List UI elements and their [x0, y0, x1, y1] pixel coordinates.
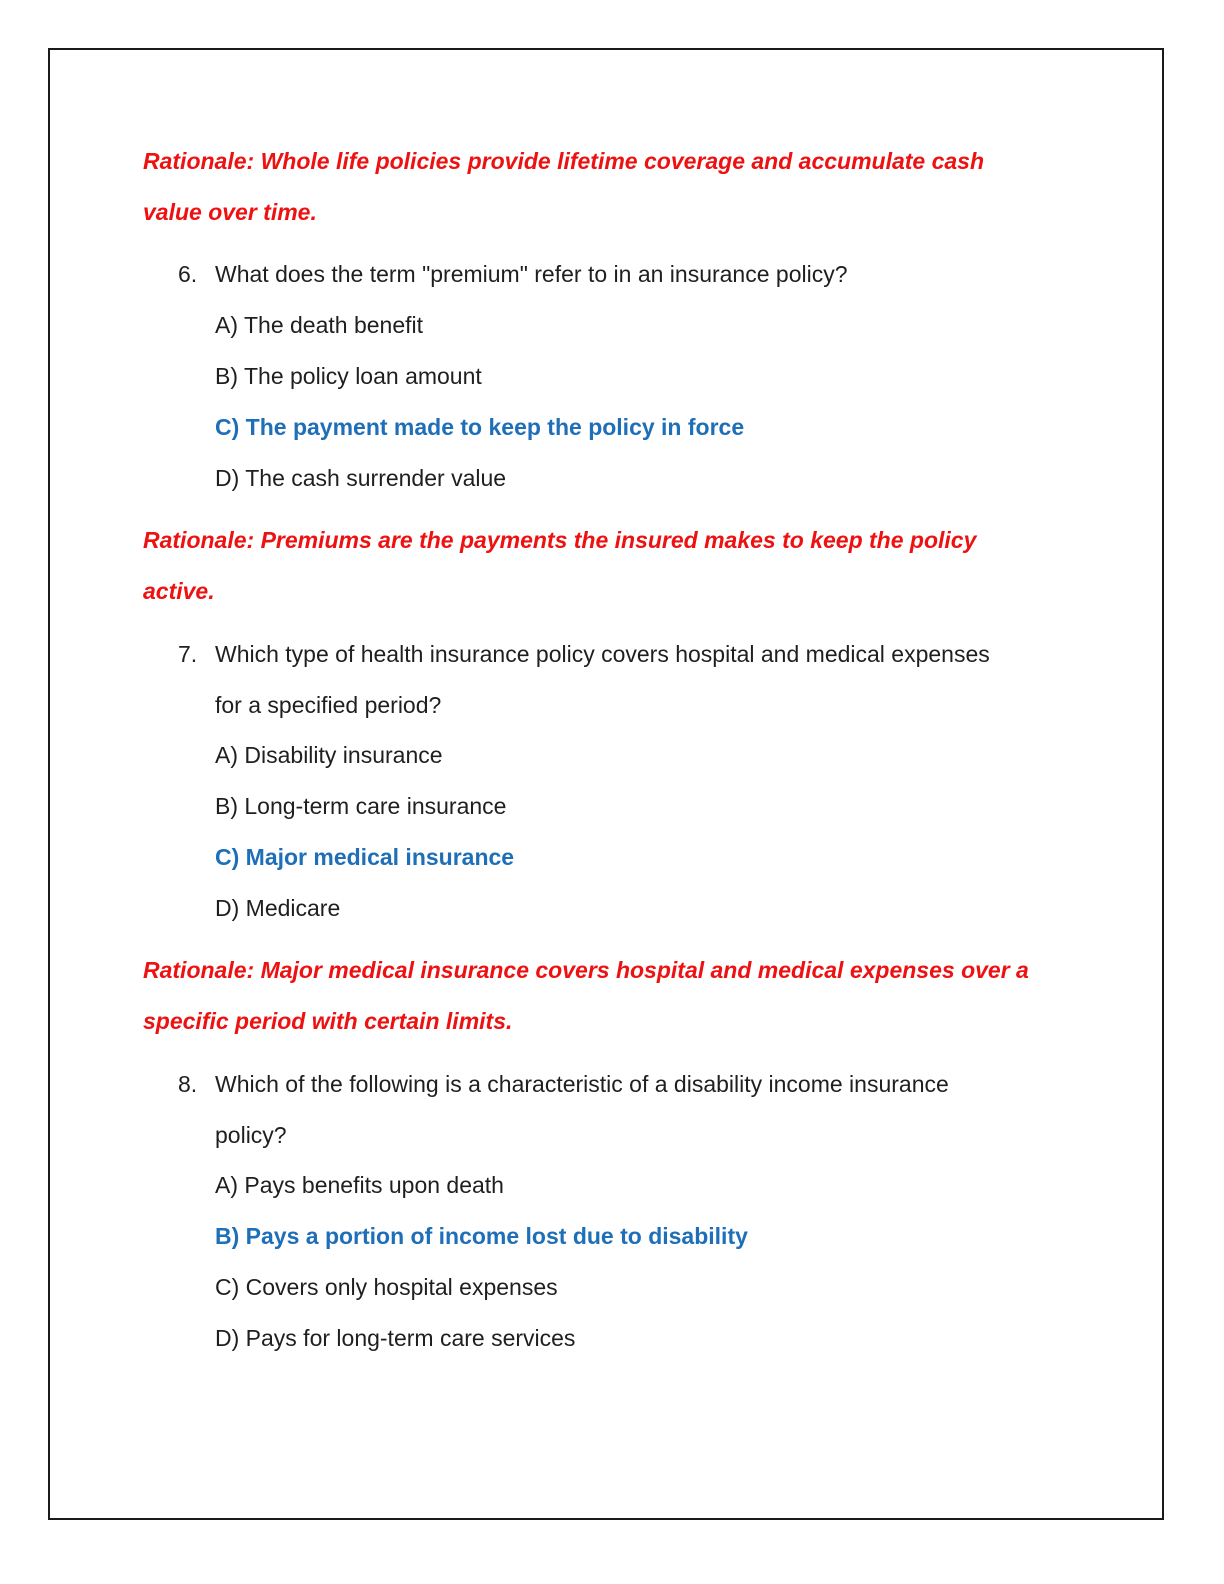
- rationale-7-line-1: Rationale: Major medical insurance covers hospital and medical expenses over a: [143, 957, 1029, 983]
- rationale-5-line-2: value over time.: [143, 199, 317, 225]
- question-7-option-d: D) Medicare: [215, 895, 341, 921]
- rationale-6-line-2: active.: [143, 578, 215, 604]
- question-6-option-c-correct: C) The payment made to keep the policy in force: [215, 414, 745, 440]
- question-7-text-line-1: Which type of health insurance policy covers hospital and medical expenses: [215, 641, 990, 667]
- question-8-option-d: D) Pays for long-term care services: [215, 1325, 576, 1351]
- question-7-option-c-correct: C) Major medical insurance: [215, 844, 515, 870]
- rationale-6-line-1: Rationale: Premiums are the payments the insured makes to keep the policy: [143, 527, 977, 553]
- question-7-text-line-2: for a specified period?: [215, 692, 442, 718]
- question-7-option-a: A) Disability insurance: [215, 742, 443, 768]
- question-6-number: 6.: [178, 261, 198, 287]
- question-8-text-line-2: policy?: [215, 1122, 287, 1148]
- question-6-text: What does the term "premium" refer to in an insurance policy?: [215, 261, 848, 287]
- question-8-number: 8.: [178, 1071, 198, 1097]
- question-7-option-b: B) Long-term care insurance: [215, 793, 507, 819]
- question-8-option-b-correct: B) Pays a portion of income lost due to disability: [215, 1223, 748, 1249]
- rationale-5-line-1: Rationale: Whole life policies provide lifetime coverage and accumulate cash: [143, 148, 985, 174]
- question-8-option-c: C) Covers only hospital expenses: [215, 1274, 558, 1300]
- rationale-7-line-2: specific period with certain limits.: [143, 1008, 513, 1034]
- question-6-option-a: A) The death benefit: [215, 312, 423, 338]
- question-8-option-a: A) Pays benefits upon death: [215, 1172, 504, 1198]
- question-7-number: 7.: [178, 641, 198, 667]
- question-8-text-line-1: Which of the following is a characteristic of a disability income insurance: [215, 1071, 949, 1097]
- question-6-option-b: B) The policy loan amount: [215, 363, 482, 389]
- question-6-option-d: D) The cash surrender value: [215, 465, 507, 491]
